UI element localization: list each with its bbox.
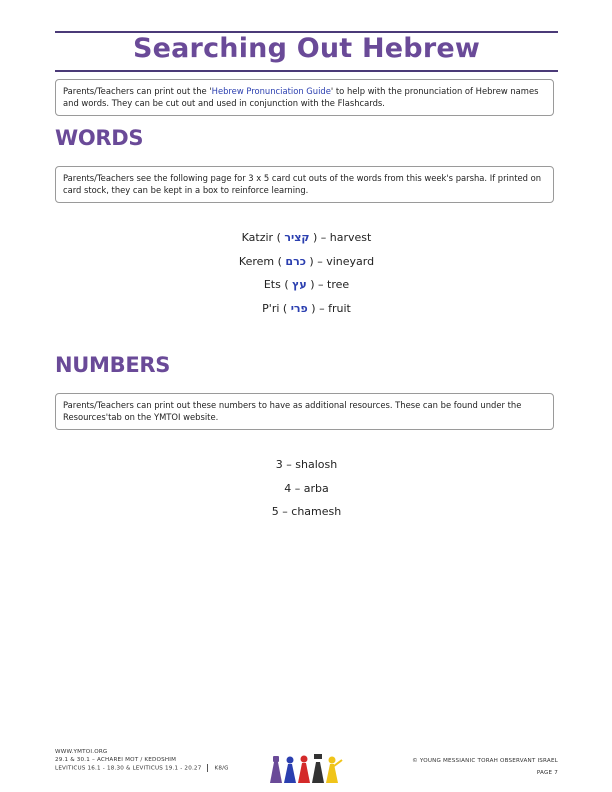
footer-reading xyxy=(55,764,229,773)
number-item: 5 – chamesh xyxy=(271,505,342,518)
word-meaning: ) – tree xyxy=(306,278,350,291)
footer-reading-range: LEVITICUS 16.1 - 18.30 & LEVITICUS 19.1 - 20.27 xyxy=(55,765,202,772)
logo-figure-blue xyxy=(284,757,296,784)
words-heading: WORDS xyxy=(55,126,144,150)
page-title: Searching Out Hebrew xyxy=(132,33,480,64)
word-transliteration: Kerem ( xyxy=(238,254,286,268)
word-transliteration: Ets ( xyxy=(263,278,293,291)
title-underline-rule xyxy=(55,70,558,72)
word-item xyxy=(55,273,558,297)
footer-parsha: 29.1 & 30.1 – ACHAREI MOT / KEDOSHIM xyxy=(55,757,177,763)
word-meaning: ) – harvest xyxy=(309,231,372,244)
footer-left xyxy=(55,748,229,773)
word-meaning: ) – vineyard xyxy=(305,254,375,268)
intro-note xyxy=(55,79,554,116)
word-item xyxy=(55,226,558,250)
word-item xyxy=(55,297,558,321)
ymtoi-logo xyxy=(268,752,346,784)
word-transliteration: P'ri ( xyxy=(262,301,291,315)
footer-website[interactable]: WWW.YMTOI.ORG xyxy=(55,749,108,755)
number-item: 3 – shalosh xyxy=(275,458,338,471)
number-item: 4 – arba xyxy=(284,481,329,495)
logo-figure-dark xyxy=(312,754,324,783)
footer-copyright: © YOUNG MESSIANIC TORAH OBSERVANT ISRAEL xyxy=(412,758,558,764)
logo-figure-red xyxy=(298,756,310,784)
word-meaning: ) – fruit xyxy=(307,301,351,315)
words-note: Parents/Teachers see the following page for 3 x 5 card cut outs of the words from this week's parsha. If printed on card stock, they can be kept in a box to reinforce learning. xyxy=(55,166,554,203)
pronunciation-guide-link[interactable]: Hebrew Pronunciation Guide xyxy=(211,86,331,96)
word-transliteration: Katzir ( xyxy=(241,231,285,244)
footer-page-number: PAGE 7 xyxy=(536,770,558,776)
footer-age-level: K8/G xyxy=(214,765,229,772)
word-hebrew: כרם xyxy=(285,254,306,268)
logo-figure-purple xyxy=(270,756,282,783)
footer-separator xyxy=(207,764,208,772)
footer-right xyxy=(412,755,558,779)
numbers-note: Parents/Teachers can print out these numbers to have as additional resources. These can be found under the Resources'tab on the YMTOI website. xyxy=(55,393,554,430)
words-list xyxy=(55,226,558,320)
word-hebrew: פרי xyxy=(290,301,308,315)
numbers-list xyxy=(55,453,558,524)
word-hebrew: קציר xyxy=(284,231,310,244)
intro-note-text-before: Parents/Teachers can print out the ' xyxy=(63,86,212,96)
word-hebrew: עץ xyxy=(292,278,307,291)
numbers-heading: NUMBERS xyxy=(55,353,171,377)
logo-figure-yellow xyxy=(326,757,342,784)
word-item xyxy=(55,250,558,274)
intro-note-text-after: ' to help with the pronunciation of Hebrew names and words. They can be cut out and used in conjunction with the Flashcards. xyxy=(63,86,539,108)
